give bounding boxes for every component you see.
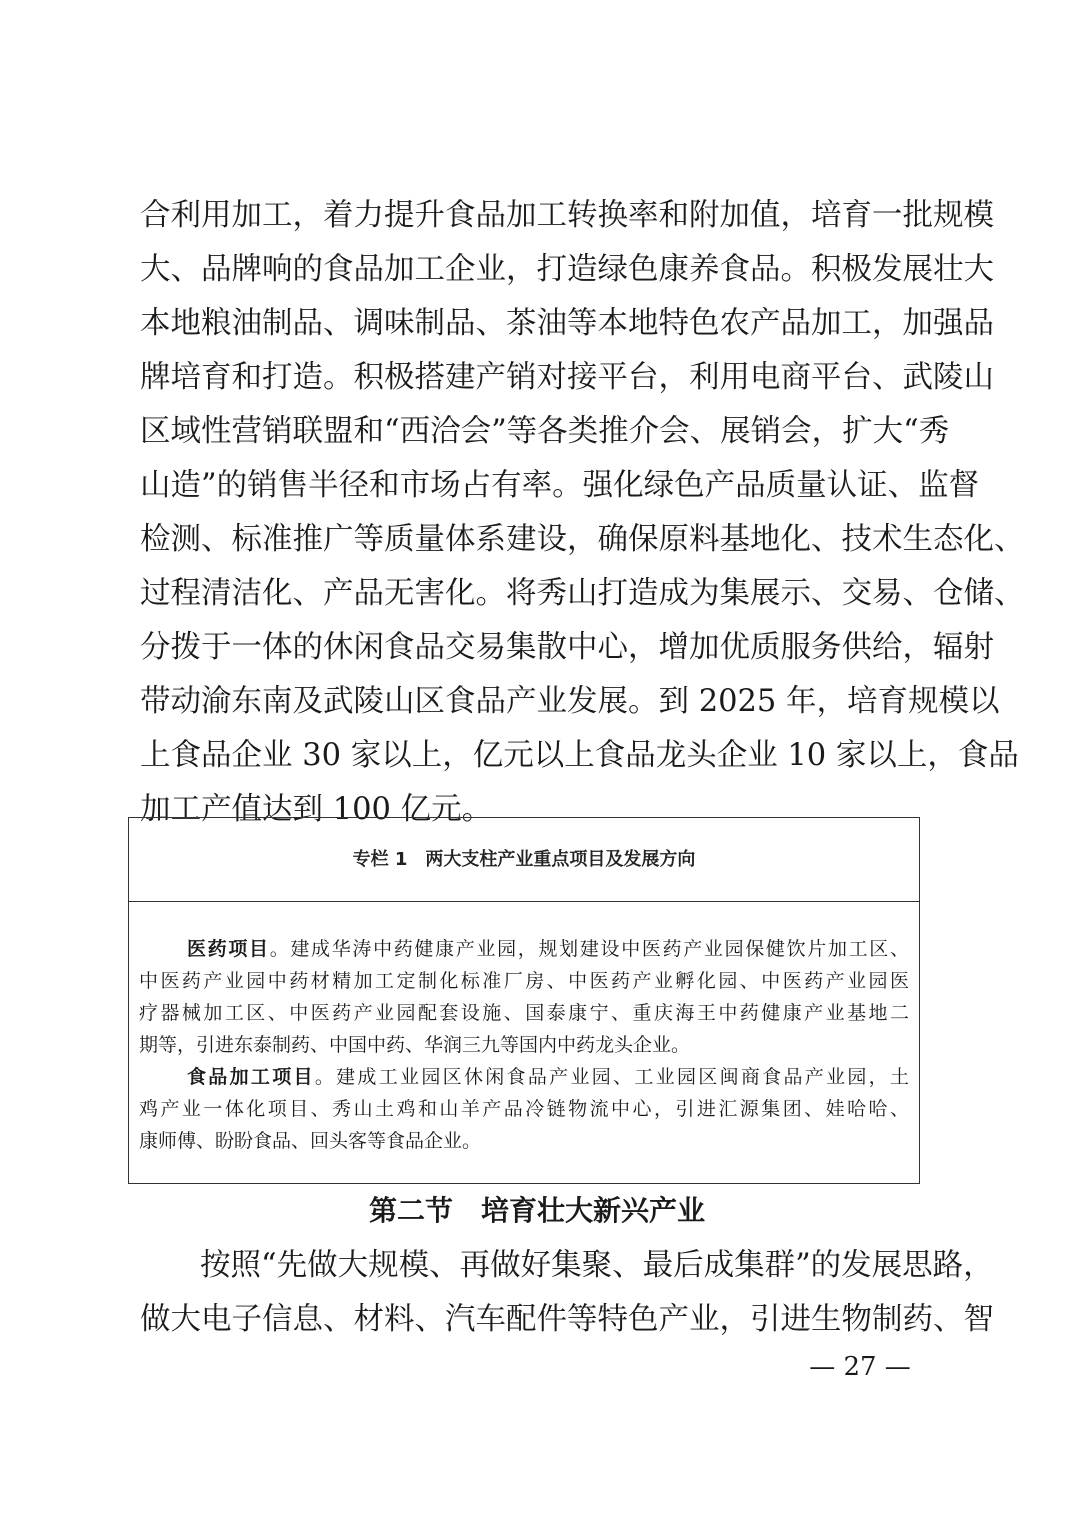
paragraph-line: 分拨于一体的休闲食品交易集散中心，增加优质服务供给，辐射 bbox=[140, 630, 994, 665]
paragraph-line: 带动渝东南及武陵山区食品产业发展。到 2025 年，培育规模以 bbox=[140, 684, 1000, 719]
food-project-line bbox=[187, 1064, 909, 1090]
paragraph-line: 合利用加工，着力提升食品加工转换率和附加值，培育一批规模 bbox=[140, 198, 994, 233]
paragraph-line: 检测、标准推广等质量体系建设，确保原料基地化、技术生态化、 bbox=[140, 522, 1025, 557]
paragraph-line: 做大电子信息、材料、汽车配件等特色产业，引进生物制药、智 bbox=[140, 1302, 994, 1337]
paragraph-line: 山造”的销售半径和市场占有率。强化绿色产品质量认证、监督 bbox=[140, 468, 980, 503]
column-box-header bbox=[129, 818, 919, 902]
section-heading: 第二节 培育壮大新兴产业 bbox=[368, 1194, 705, 1227]
page-number: — 27 — bbox=[809, 1352, 911, 1382]
paragraph-line: 大、品牌响的食品加工企业，打造绿色康养食品。积极发展壮大 bbox=[140, 252, 994, 287]
column-box bbox=[128, 817, 920, 1184]
column-box-title: 专栏 1 两大支柱产业重点项目及发展方向 bbox=[352, 849, 696, 870]
medicine-project-label: 医药项目 bbox=[187, 938, 270, 960]
paragraph-line: 过程清洁化、产品无害化。将秀山打造成为集展示、交易、仓储、 bbox=[140, 576, 1025, 611]
paragraph-line: 牌培育和打造。积极搭建产销对接平台，利用电商平台、武陵山 bbox=[140, 360, 994, 395]
food-project-line: 鸡产业一体化项目、秀山土鸡和山羊产品冷链物流中心，引进汇源集团、娃哈哈、 bbox=[139, 1098, 909, 1120]
paragraph-line: 区域性营销联盟和“西洽会”等各类推介会、展销会，扩大“秀 bbox=[140, 414, 950, 449]
food-project-text: 。建成工业园区休闲食品产业园、工业园区闽商食品产业园，土 bbox=[314, 1066, 909, 1088]
medicine-project-line: 中医药产业园中药材精加工定制化标准厂房、中医药产业孵化园、中医药产业园医 bbox=[139, 970, 909, 992]
medicine-project-line: 疗器械加工区、中医药产业园配套设施、国泰康宁、重庆海王中药健康产业基地二 bbox=[139, 1002, 909, 1024]
medicine-project-line: 期等，引进东泰制药、中国中药、华润三九等国内中药龙头企业。 bbox=[139, 1034, 691, 1056]
medicine-project-text: 。建成华涛中药健康产业园，规划建设中医药产业园保健饮片加工区、 bbox=[269, 938, 909, 960]
food-project-line: 康师傅、盼盼食品、回头客等食品企业。 bbox=[139, 1130, 482, 1152]
medicine-project-line bbox=[187, 936, 909, 962]
paragraph-line: 加工产值达到 100 亿元。 bbox=[140, 792, 493, 827]
paragraph-line: 上食品企业 30 家以上，亿元以上食品龙头企业 10 家以上，食品 bbox=[140, 738, 1019, 773]
food-project-label: 食品加工项目 bbox=[187, 1066, 315, 1088]
paragraph-line: 按照“先做大规模、再做好集聚、最后成集群”的发展思路， bbox=[200, 1248, 994, 1283]
paragraph-line: 本地粮油制品、调味制品、茶油等本地特色农产品加工，加强品 bbox=[140, 306, 994, 341]
